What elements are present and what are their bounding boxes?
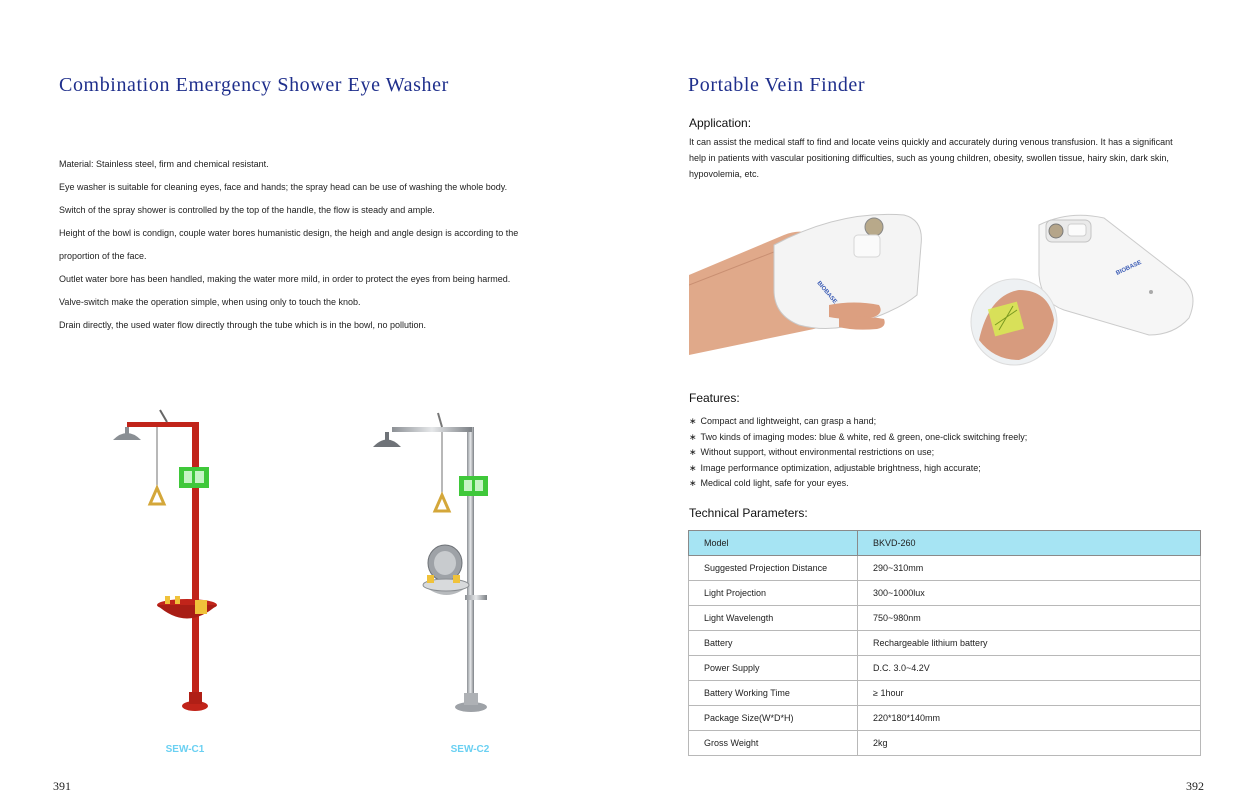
bullet-icon: ∗ — [689, 478, 697, 488]
table-row — [689, 681, 1201, 706]
table-cell-key: Battery — [689, 631, 858, 656]
device-brand-logo: BIOBASE — [1115, 259, 1143, 277]
product-image-sew-c1 — [105, 400, 245, 720]
table-cell-key: Power Supply — [689, 656, 858, 681]
product-image-sew-c2 — [365, 405, 505, 720]
right-page — [629, 0, 1258, 800]
feature-item: ∗ Compact and lightweight, can grasp a hand; — [689, 416, 877, 426]
table-cell-value: 750~980nm — [858, 606, 1201, 631]
description-line: Height of the bowl is condign, couple water bores humanistic design, the heigh and angle design is according to the — [59, 228, 519, 238]
product-description — [59, 153, 559, 337]
description-line: proportion of the face. — [59, 251, 147, 261]
application-line: hypovolemia, etc. — [689, 169, 760, 179]
bullet-icon: ∗ — [689, 416, 697, 426]
table-cell-key: Package Size(W*D*H) — [689, 706, 858, 731]
product-caption-sew-c1: SEW-C1 — [165, 744, 205, 755]
table-row — [689, 556, 1201, 581]
application-heading: Application: — [689, 116, 752, 130]
feature-item: ∗ Without support, without environmental restrictions on use; — [689, 447, 935, 457]
left-page-title: Combination Emergency Shower Eye Washer — [59, 74, 449, 96]
table-row — [689, 706, 1201, 731]
table-cell-key: Light Projection — [689, 581, 858, 606]
table-cell-value: D.C. 3.0~4.2V — [858, 656, 1201, 681]
table-cell-key: Light Wavelength — [689, 606, 858, 631]
page-number: 392 — [1186, 779, 1204, 793]
table-cell-value: ≥ 1hour — [858, 681, 1201, 706]
description-line: Valve-switch make the operation simple, when using only to touch the knob. — [59, 297, 361, 307]
device-brand-logo: BIOBASE — [815, 280, 838, 306]
table-row — [689, 581, 1201, 606]
application-line: It can assist the medical staff to find and locate veins quickly and accurately during venous transfusion. It has a significant — [689, 137, 1173, 147]
table-cell-value: 300~1000lux — [858, 581, 1201, 606]
table-cell-key: Gross Weight — [689, 731, 858, 756]
table-header-key: Model — [689, 531, 858, 556]
description-line: Material: Stainless steel, firm and chemical resistant. — [59, 159, 269, 169]
table-row — [689, 606, 1201, 631]
description-line: Drain directly, the used water flow directly through the tube which is in the bowl, no pollution. — [59, 320, 427, 330]
bullet-icon: ∗ — [689, 431, 697, 442]
table-row — [689, 656, 1201, 681]
table-row — [689, 731, 1201, 756]
technical-parameters-table — [688, 530, 1201, 756]
vein-finder-product-image — [969, 210, 1199, 375]
page-number: 391 — [53, 779, 71, 793]
product-caption-sew-c2: SEW-C2 — [450, 744, 490, 755]
application-line: help in patients with vascular positioning difficulties, such as young children, obesity, swollen tissue, hairy skin, dark skin, — [689, 153, 1169, 163]
application-text — [689, 134, 1204, 182]
right-page-title: Portable Vein Finder — [688, 74, 866, 96]
features-list — [689, 414, 1027, 492]
table-cell-value: 2kg — [858, 731, 1201, 756]
feature-item: ∗ Medical cold light, safe for your eyes. — [689, 478, 849, 488]
table-header-row — [689, 531, 1201, 556]
vein-finder-in-hand-image — [689, 205, 934, 365]
feature-item: ∗ Image performance optimization, adjustable brightness, high accurate; — [689, 462, 981, 473]
table-cell-key: Suggested Projection Distance — [689, 556, 858, 581]
description-line: Eye washer is suitable for cleaning eyes, face and hands; the spray head can be use of washing the whole body. — [59, 182, 508, 192]
table-cell-value: 290~310mm — [858, 556, 1201, 581]
bullet-icon: ∗ — [689, 462, 697, 473]
description-line: Switch of the spray shower is controlled by the top of the handle, the flow is steady and ample. — [59, 205, 435, 215]
table-cell-value: 220*180*140mm — [858, 706, 1201, 731]
technical-parameters-heading: Technical Parameters: — [689, 506, 808, 520]
feature-item: ∗ Two kinds of imaging modes: blue & white, red & green, one-click switching freely; — [689, 431, 1028, 442]
table-cell-key: Battery Working Time — [689, 681, 858, 706]
table-cell-value: Rechargeable lithium battery — [858, 631, 1201, 656]
table-row — [689, 631, 1201, 656]
features-heading: Features: — [689, 391, 740, 405]
bullet-icon: ∗ — [689, 447, 697, 457]
table-header-value: BKVD-260 — [858, 531, 1201, 556]
description-line: Outlet water bore has been handled, making the water more mild, in order to protect the eyes from being harmed. — [59, 274, 511, 284]
